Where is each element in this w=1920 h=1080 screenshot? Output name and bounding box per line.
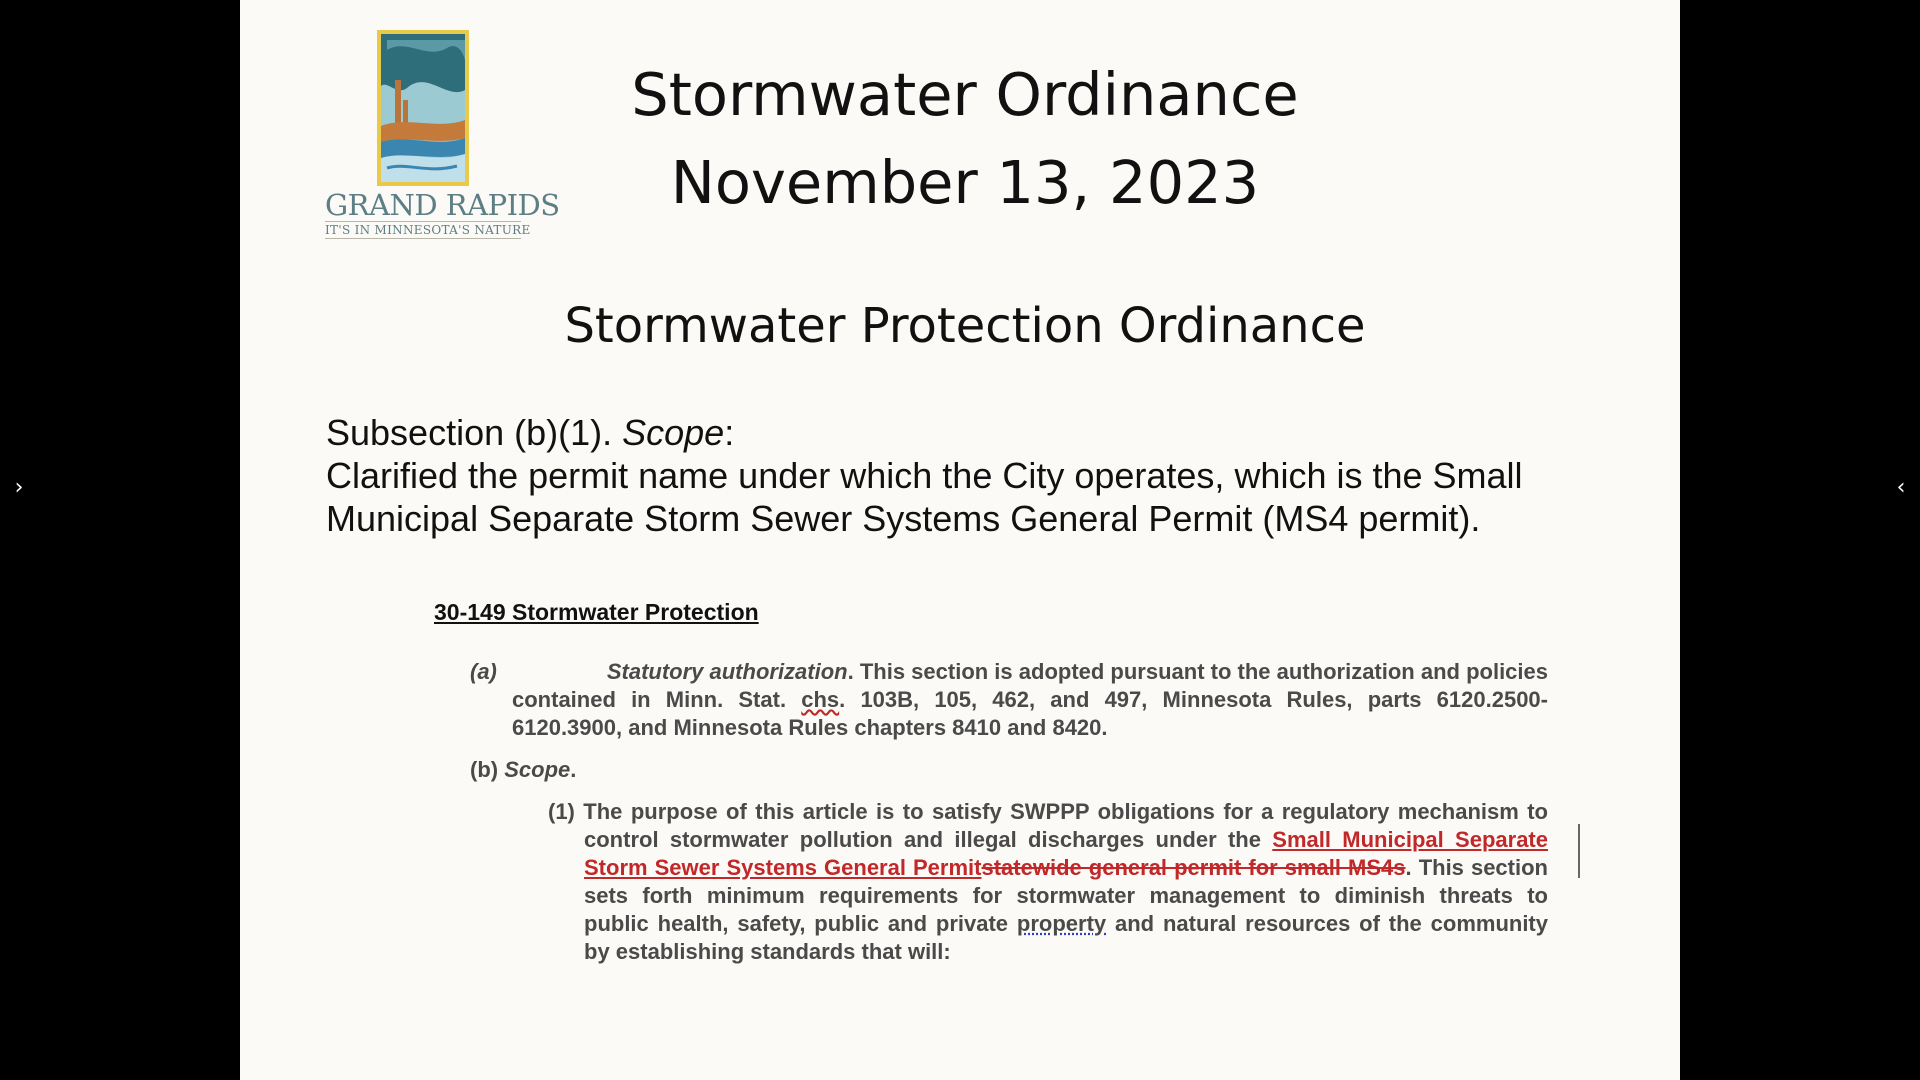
paragraph-1-line-4: sets forth minimum requirements for stormwater management to diminish threats to xyxy=(584,883,1548,908)
previous-slide-arrow-icon[interactable]: ‹ xyxy=(1896,475,1906,500)
spelling-flag-chs: chs xyxy=(801,687,840,712)
paragraph-1-line-2-pre: control stormwater pollution and illegal discharges under the xyxy=(584,827,1273,852)
clause-a-text-rest: . This section is adopted pursuant to the authorization and policies xyxy=(847,659,1548,684)
clause-b-line xyxy=(470,757,576,783)
grammar-flag-property: property xyxy=(1016,911,1107,936)
logo-city-name: GRAND RAPIDS xyxy=(325,188,560,222)
paragraph-1-line-5-pre: public health, safety, public and private xyxy=(584,911,1017,936)
inserted-text-permit-name: Small Municipal Separate xyxy=(1272,827,1548,852)
slide-date: November 13, 2023 xyxy=(670,148,1260,217)
revision-change-bar xyxy=(1578,824,1580,878)
paragraph-1-line-3-post: . This section xyxy=(1405,855,1548,880)
subsection-colon: : xyxy=(724,412,735,453)
clause-b-period: . xyxy=(570,757,577,782)
clause-a-text xyxy=(607,659,1548,685)
subsection-scope: Scope xyxy=(622,412,725,453)
paragraph-1-line-5-post: and natural resources of the community xyxy=(1106,911,1548,936)
slide-title: Stormwater Ordinance xyxy=(631,60,1299,129)
paragraph-1-line-3 xyxy=(584,855,1548,881)
summary-line-2: Municipal Separate Storm Sewer Systems General Permit (MS4 permit). xyxy=(326,498,1481,539)
clause-a-line-1 xyxy=(470,659,1548,685)
clause-a-line-2 xyxy=(512,687,1548,713)
paragraph-1-line-5 xyxy=(584,911,1548,937)
clause-b-title: Scope xyxy=(504,757,571,782)
subsection-label xyxy=(326,411,734,454)
paragraph-1-line-6: by establishing standards that will: xyxy=(584,939,951,964)
next-slide-arrow-icon[interactable]: › xyxy=(14,475,24,500)
city-logo xyxy=(325,28,560,240)
clause-a-label: (a) xyxy=(470,659,497,684)
ordinance-section-heading: 30-149 Stormwater Protection xyxy=(434,599,759,625)
pine-tree-lake-icon xyxy=(377,30,469,186)
paragraph-1-line-2 xyxy=(584,827,1548,853)
summary-line-1: Clarified the permit name under which the City operates, which is the Small xyxy=(326,455,1523,496)
logo-tagline: IT'S IN MINNESOTA'S NATURE xyxy=(325,223,531,237)
subsection-prefix: Subsection (b)(1). xyxy=(326,412,623,453)
paragraph-1-line-1: (1) The purpose of this article is to satisfy SWPPP obligations for a regulatory mechanism to xyxy=(548,799,1548,824)
slide-subtitle: Stormwater Protection Ordinance xyxy=(564,298,1366,354)
deleted-text-old-permit-name: statewide general permit for small MS4s xyxy=(981,855,1406,880)
clause-a-line-2-pre: contained in Minn. Stat. xyxy=(512,687,802,712)
clause-a-line-2-post: . 103B, 105, 462, and 497, Minnesota Rules, parts 6120.2500- xyxy=(839,687,1548,712)
clause-b-label: (b) xyxy=(470,757,499,782)
clause-a-title: Statutory authorization xyxy=(606,659,848,684)
clause-a-line-3: 6120.3900, and Minnesota Rules chapters 8410 and 8420. xyxy=(512,715,1108,740)
inserted-text-permit-name-cont: Storm Sewer Systems General Permit xyxy=(584,855,982,880)
